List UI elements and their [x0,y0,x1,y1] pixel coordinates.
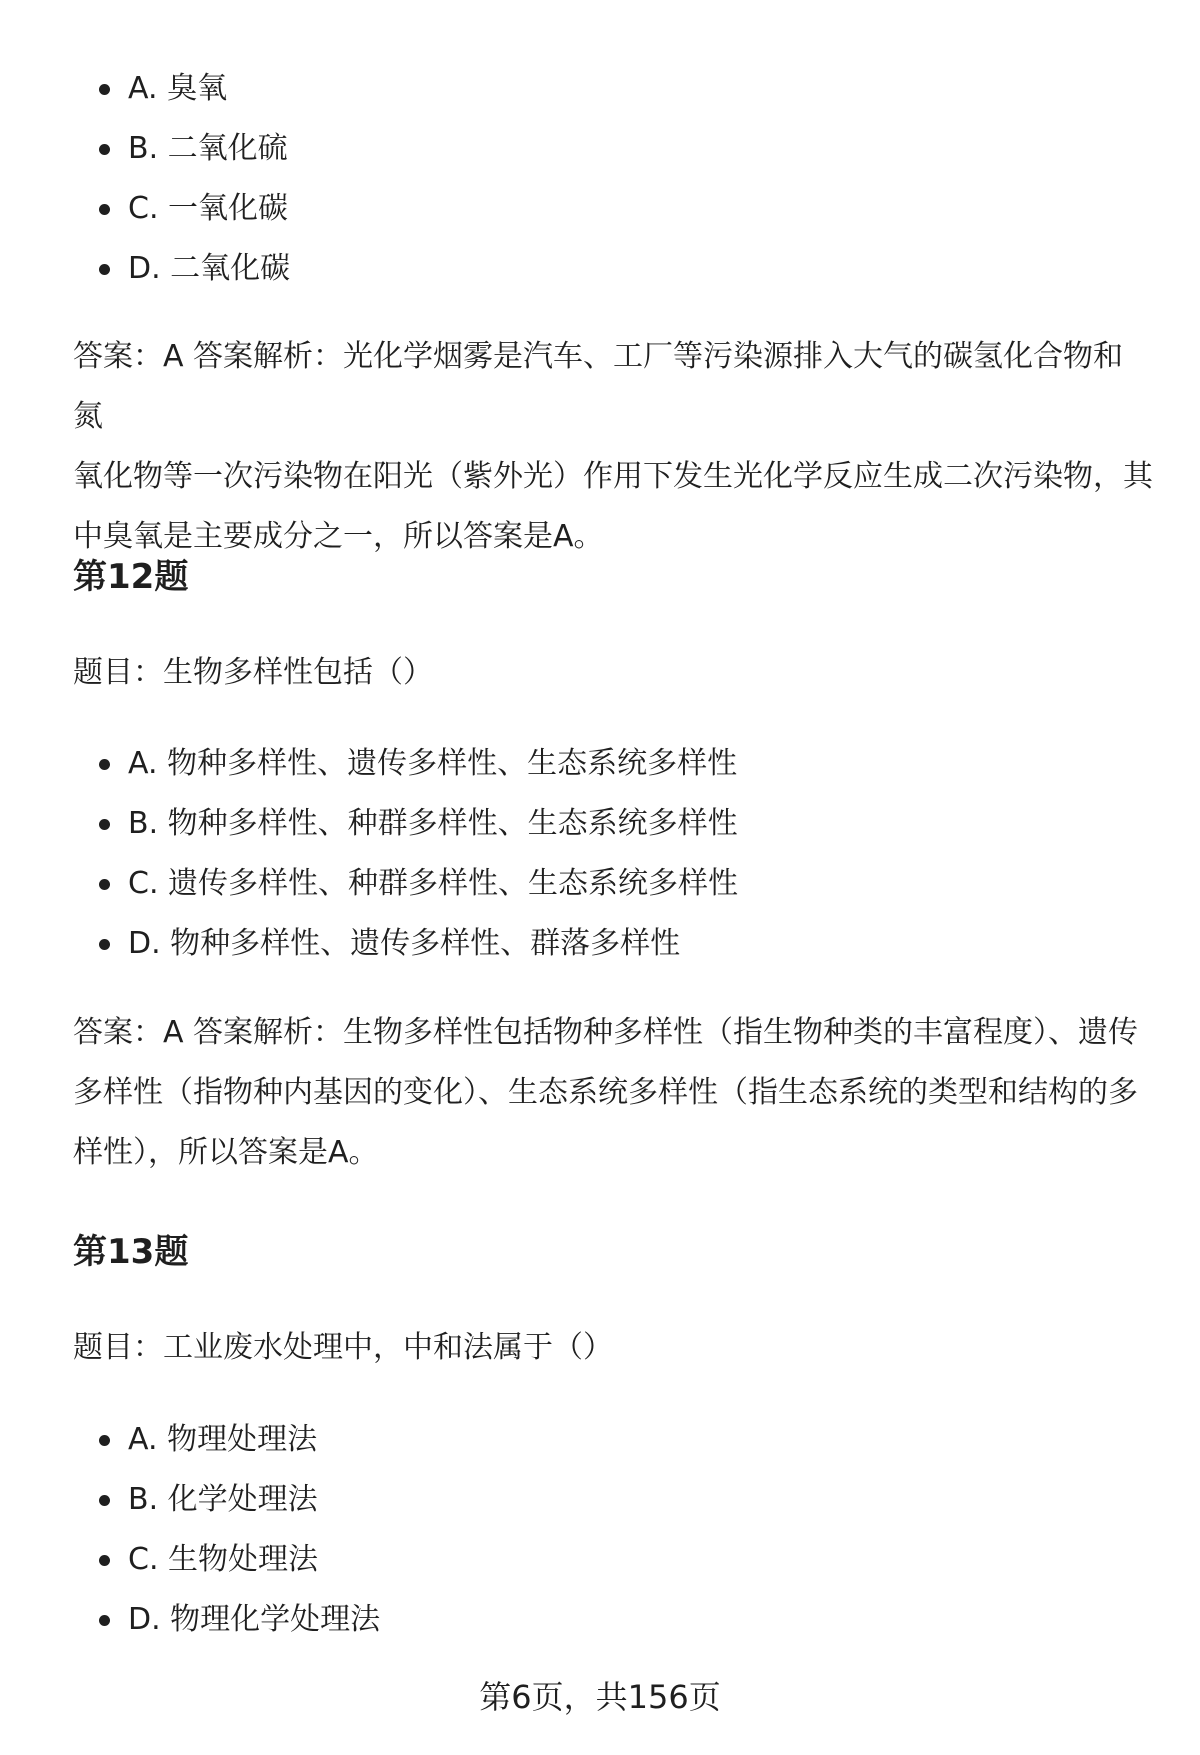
q13-prompt-block [73,1323,1153,1373]
list-item: B. 二氧化硫 [73,119,1153,179]
answer-line: 多样性（指物种内基因的变化）、生态系统多样性（指生态系统的类型和结构的多 [73,1075,1138,1110]
q11-options [73,59,1153,299]
answer-line: 氧化物等一次污染物在阳光（紫外光）作用下发生光化学反应生成二次污染物，其 [73,459,1153,494]
bullet-icon [99,204,110,215]
bullet-icon [99,759,110,770]
q12-prompt-block [73,648,1153,698]
answer-line: 中臭氧是主要成分之一，所以答案是A。 [73,519,604,554]
q12-options [73,734,1153,974]
bullet-icon [99,144,110,155]
bullet-icon [99,84,110,95]
list-item: D. 二氧化碳 [73,239,1153,299]
q11-answer [73,327,1153,567]
question-title: 第13题 [73,1232,189,1272]
answer-line: 答案：A 答案解析：光化学烟雾是汽车、工厂等污染源排入大气的碳氢化合物和氮 [73,339,1124,434]
list-item: B. 物种多样性、种群多样性、生态系统多样性 [73,794,1153,854]
list-item: A. 臭氧 [73,59,1153,119]
list-item: A. 物理处理法 [73,1410,1153,1470]
q11-options-block [73,59,1153,299]
page-footer: 第6页，共156页 [479,1678,721,1716]
bullet-icon [99,1435,110,1446]
list-item: C. 一氧化碳 [73,179,1153,239]
question-title: 第12题 [73,557,189,597]
q13-title-block [73,1227,1153,1277]
list-item: C. 遗传多样性、种群多样性、生态系统多样性 [73,854,1153,914]
q13-options [73,1410,1153,1650]
q13-options-block [73,1410,1153,1650]
bullet-icon [99,819,110,830]
bullet-icon [99,1555,110,1566]
list-item: D. 物理化学处理法 [73,1590,1153,1650]
q12-title-block [73,552,1153,602]
q12-options-block [73,734,1153,974]
question-prompt: 题目：生物多样性包括（） [73,655,433,690]
bullet-icon [99,264,110,275]
bullet-icon [99,879,110,890]
bullet-icon [99,939,110,950]
answer-line: 答案：A 答案解析：生物多样性包括物种多样性（指生物种类的丰富程度）、遗传 [73,1015,1139,1050]
list-item: C. 生物处理法 [73,1530,1153,1590]
bullet-icon [99,1495,110,1506]
bullet-icon [99,1615,110,1626]
list-item: A. 物种多样性、遗传多样性、生态系统多样性 [73,734,1153,794]
list-item: B. 化学处理法 [73,1470,1153,1530]
answer-line: 样性），所以答案是A。 [73,1135,379,1170]
question-prompt: 题目：工业废水处理中，中和法属于（） [73,1330,613,1365]
q12-answer [73,1003,1153,1183]
list-item: D. 物种多样性、遗传多样性、群落多样性 [73,914,1153,974]
